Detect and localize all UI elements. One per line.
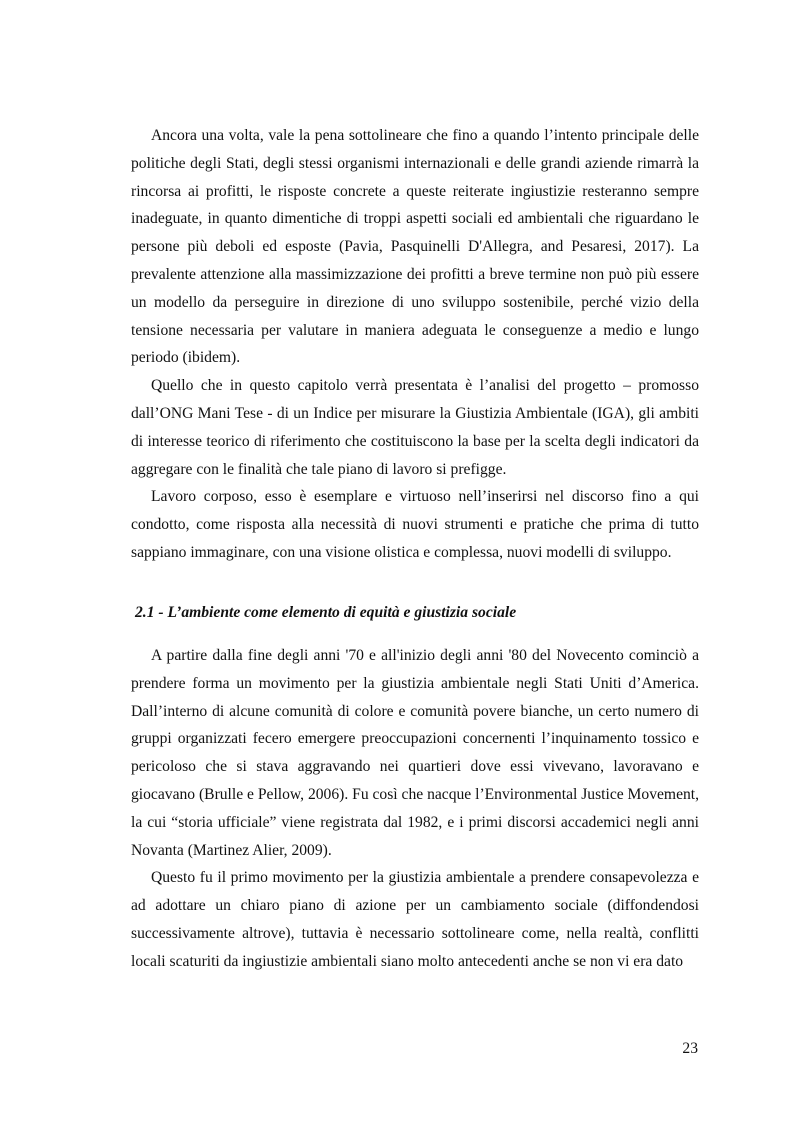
paragraph: Questo fu il primo movimento per la giustizia ambientale a prendere consapevolezza e ad adottare un chiaro piano di azione per un cambiamento sociale (diffondendosi successivamente altrove), tuttavia è necessario sottolineare come, nella realtà, conflitti locali scaturiti da ingiustizie ambientali siano molto antecedenti anche se non vi era dato (131, 869, 699, 970)
paragraph: Lavoro corposo, esso è esemplare e virtuoso nell’inserirsi nel discorso fino a qui condotto, come risposta alla necessità di nuovi strumenti e pratiche che prima di tutto sappiano immaginare, con una visione olistica e complessa, nuovi modelli di sviluppo. (131, 488, 699, 561)
paragraph: Ancora una volta, vale la pena sottolineare che fino a quando l’intento principale delle politiche degli Stati, degli stessi organismi internazionali e delle grandi aziende rimarrà la rincorsa ai profitti, le risposte concrete a queste reiterate ingiustizie resteranno sempre inadeguate, in quanto dimentiche di troppi aspetti sociali ed ambientali che riguardano le persone più deboli ed esposte (Pavia, Pasquinelli D'Allegra, and Pesaresi, 2017). La prevalente attenzione alla massimizzazione dei profitti a breve termine non può più essere un modello da perseguire in direzione di uno sviluppo sostenibile, perché vizio della tensione necessaria per valutare in maniera adeguata le conseguenze a medio e lungo periodo (ibidem). (131, 127, 699, 367)
section-heading: 2.1 - L’ambiente come elemento di equità e giustizia sociale (135, 604, 517, 621)
body-text-block (131, 122, 699, 567)
page-number: 23 (682, 1040, 698, 1057)
body-text-block (131, 642, 699, 976)
paragraph: A partire dalla fine degli anni '70 e all'inizio degli anni '80 del Novecento cominciò a prendere forma un movimento per la giustizia ambientale negli Stati Uniti d’America. Dall’interno di alcune comunità di colore e comunità povere bianche, un certo numero di gruppi organizzati fecero emergere preoccupazioni concernenti l’inquinamento tossico e pericoloso che si stava aggravando nei quartieri dove essi vivevano, lavoravano e giocavano (Brulle e Pellow, 2006). Fu così che nacque l’Environmental Justice Movement, la cui “storia ufficiale” viene registrata dal 1982, e i primi discorsi accademici negli anni Novanta (Martinez Alier, 2009). (131, 647, 700, 859)
paragraph: Quello che in questo capitolo verrà presentata è l’analisi del progetto – promosso dall’ONG Mani Tese - di un Indice per misurare la Giustizia Ambientale (IGA), gli ambiti di interesse teorico di riferimento che costituiscono la base per la scelta degli indicatori da aggregare con le finalità che tale piano di lavoro si prefigge. (131, 377, 699, 478)
